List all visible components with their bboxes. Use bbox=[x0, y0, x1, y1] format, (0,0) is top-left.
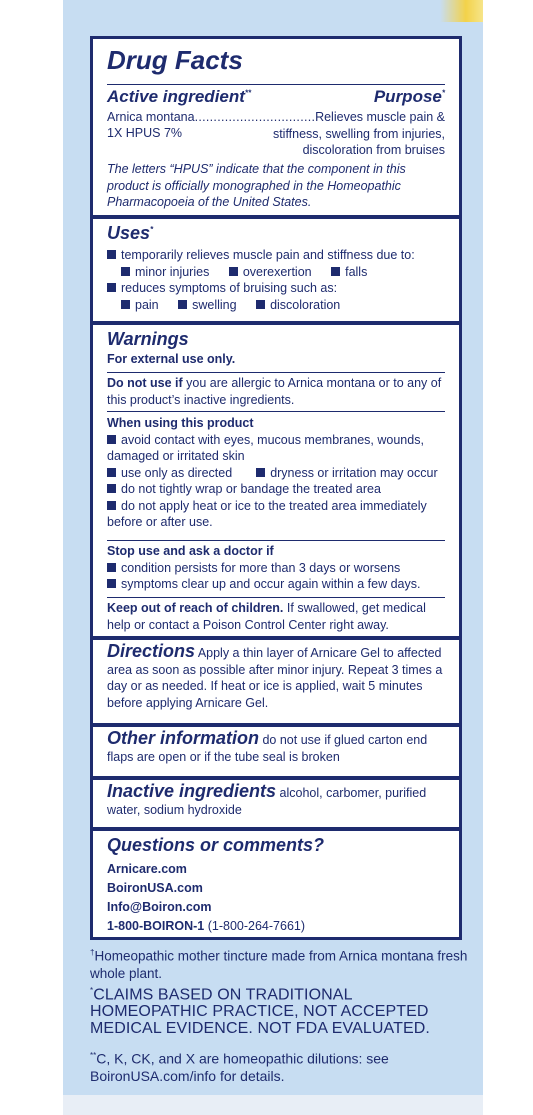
phone-number-digits: (1-800-264-7661) bbox=[204, 919, 306, 933]
divider bbox=[107, 540, 445, 541]
stop-use-item: condition persists for more than 3 days or worsens bbox=[121, 560, 401, 575]
directions-text: Apply a thin layer of Arnicare Gel to affected area as soon as possible after minor injury. Repeat 3 times a day or as needed. If heat or ice is applied, wait 5 minutes before applying Arnicare Gel. bbox=[107, 646, 443, 710]
uses-section bbox=[93, 223, 459, 313]
section-divider bbox=[93, 827, 459, 831]
divider bbox=[107, 84, 445, 85]
bullet-square-icon bbox=[107, 468, 116, 477]
asterisk-mark: * bbox=[90, 986, 94, 995]
stop-use-heading: Stop use and ask a doctor if bbox=[107, 544, 274, 558]
when-using-item: avoid contact with eyes, mucous membranes, wounds, damaged or irritated skin bbox=[107, 432, 424, 463]
ingredient-strength: 1X HPUS 7% bbox=[107, 126, 183, 140]
ingredient-name: Arnica montana bbox=[107, 110, 195, 124]
external-use-text: For external use only. bbox=[107, 352, 236, 366]
website-link[interactable]: Arnicare.com bbox=[107, 862, 187, 876]
bullet-square-icon bbox=[121, 267, 130, 276]
dagger-footnote: †Homeopathic mother tincture made from Arnica montana fresh whole plant. bbox=[90, 948, 468, 981]
purpose-text: Relieves muscle pain & stiffness, swelling from injuries, discoloration from bruises bbox=[272, 110, 445, 157]
when-using-block bbox=[93, 415, 459, 531]
when-using-heading: When using this product bbox=[107, 416, 254, 430]
claims-footnote: *CLAIMS BASED ON TRADITIONAL HOMEOPATHIC PRACTICE, NOT ACCEPTED MEDICAL EVIDENCE. NOT FDA EVALUATED. bbox=[90, 986, 430, 1038]
active-ingredient-section bbox=[93, 87, 459, 211]
leader-dots: ................................ bbox=[194, 110, 316, 124]
uses-item: reduces symptoms of bruising such as: bbox=[107, 280, 445, 297]
section-divider bbox=[93, 321, 459, 325]
drug-facts-header bbox=[93, 45, 459, 76]
bullet-square-icon bbox=[107, 283, 116, 292]
bullet-square-icon bbox=[229, 267, 238, 276]
drug-facts-panel bbox=[90, 36, 462, 940]
uses-item: temporarily relieves muscle pain and stiffness due to: bbox=[107, 247, 445, 264]
dilution-footnote: **C, K, CK, and X are homeopathic dilutions: see BoironUSA.com/info for details. bbox=[90, 1050, 389, 1084]
do-not-use-text: you are allergic to Arnica montana or to any of this product’s inactive ingredients. bbox=[107, 376, 442, 407]
drug-facts-title: Drug Facts bbox=[107, 45, 243, 75]
carton-bottom-edge bbox=[63, 1095, 483, 1115]
stop-use-item: symptoms clear up and occur again within a few days. bbox=[121, 577, 421, 591]
carton-flap-edge bbox=[440, 0, 483, 22]
other-information-section bbox=[93, 730, 459, 765]
bullet-square-icon bbox=[107, 484, 116, 493]
website-link[interactable]: BoironUSA.com bbox=[107, 881, 203, 895]
bullet-square-icon bbox=[107, 435, 116, 444]
divider bbox=[107, 411, 445, 412]
warnings-section bbox=[93, 329, 459, 368]
bullet-square-icon bbox=[107, 501, 116, 510]
keep-out-block bbox=[93, 600, 459, 633]
inactive-ingredients-section bbox=[93, 783, 459, 818]
questions-heading: Questions or comments? bbox=[107, 835, 325, 855]
when-using-item: do not tightly wrap or bandage the treated area bbox=[121, 482, 381, 496]
inactive-ingredients-text: alcohol, carbomer, purified water, sodium hydroxide bbox=[107, 786, 427, 817]
section-divider bbox=[93, 215, 459, 219]
bullet-square-icon bbox=[256, 300, 265, 309]
when-using-item: do not apply heat or ice to the treated area immediately before or after use. bbox=[107, 498, 427, 529]
bullet-square-icon bbox=[256, 468, 265, 477]
keep-out-label: Keep out of reach of children. bbox=[107, 601, 284, 615]
uses-heading: Uses bbox=[107, 223, 151, 243]
hpus-note: The letters “HPUS” indicate that the component in this product is officially monographed in the Homeopathic Pharmacopoeia of the United States. bbox=[107, 162, 406, 209]
bullet-square-icon bbox=[178, 300, 187, 309]
section-divider bbox=[93, 723, 459, 727]
keep-out-text: If swallowed, get medical help or contact a Poison Control Center right away. bbox=[107, 601, 426, 632]
double-asterisk-mark: ** bbox=[244, 88, 252, 98]
phone-number[interactable]: 1-800-BOIRON-1 bbox=[107, 919, 205, 933]
section-divider bbox=[93, 636, 459, 640]
inactive-ingredients-heading: Inactive ingredients bbox=[107, 781, 277, 801]
questions-section bbox=[93, 835, 459, 936]
directions-heading: Directions bbox=[107, 641, 196, 661]
do-not-use-block bbox=[93, 375, 459, 408]
divider bbox=[107, 372, 445, 373]
other-information-text: do not use if glued carton end flaps are open or if the tube seal is broken bbox=[107, 733, 428, 764]
purpose-heading: Purpose bbox=[373, 87, 442, 106]
other-information-heading: Other information bbox=[107, 728, 259, 748]
email-link[interactable]: Info@Boiron.com bbox=[107, 900, 212, 914]
bullet-square-icon bbox=[121, 300, 130, 309]
bullet-square-icon bbox=[331, 267, 340, 276]
uses-subitems: pain swelling discoloration bbox=[107, 297, 445, 314]
stop-use-block bbox=[93, 543, 459, 593]
directions-section bbox=[93, 643, 459, 711]
bullet-square-icon bbox=[107, 563, 116, 572]
when-using-item: use only as directed dryness or irritation may occur bbox=[107, 465, 445, 482]
asterisk-mark: * bbox=[441, 88, 445, 98]
active-ingredient-heading: Active ingredient bbox=[107, 87, 245, 106]
warnings-heading: Warnings bbox=[107, 329, 189, 349]
uses-subitems: minor injuries overexertion falls bbox=[107, 264, 445, 281]
dagger-mark: † bbox=[90, 948, 95, 957]
bullet-square-icon bbox=[107, 250, 116, 259]
asterisk-mark: * bbox=[150, 225, 154, 234]
bullet-square-icon bbox=[107, 579, 116, 588]
section-divider bbox=[93, 776, 459, 780]
double-asterisk-mark: ** bbox=[90, 1051, 97, 1060]
do-not-use-label: Do not use if bbox=[107, 376, 183, 390]
divider bbox=[107, 597, 445, 598]
